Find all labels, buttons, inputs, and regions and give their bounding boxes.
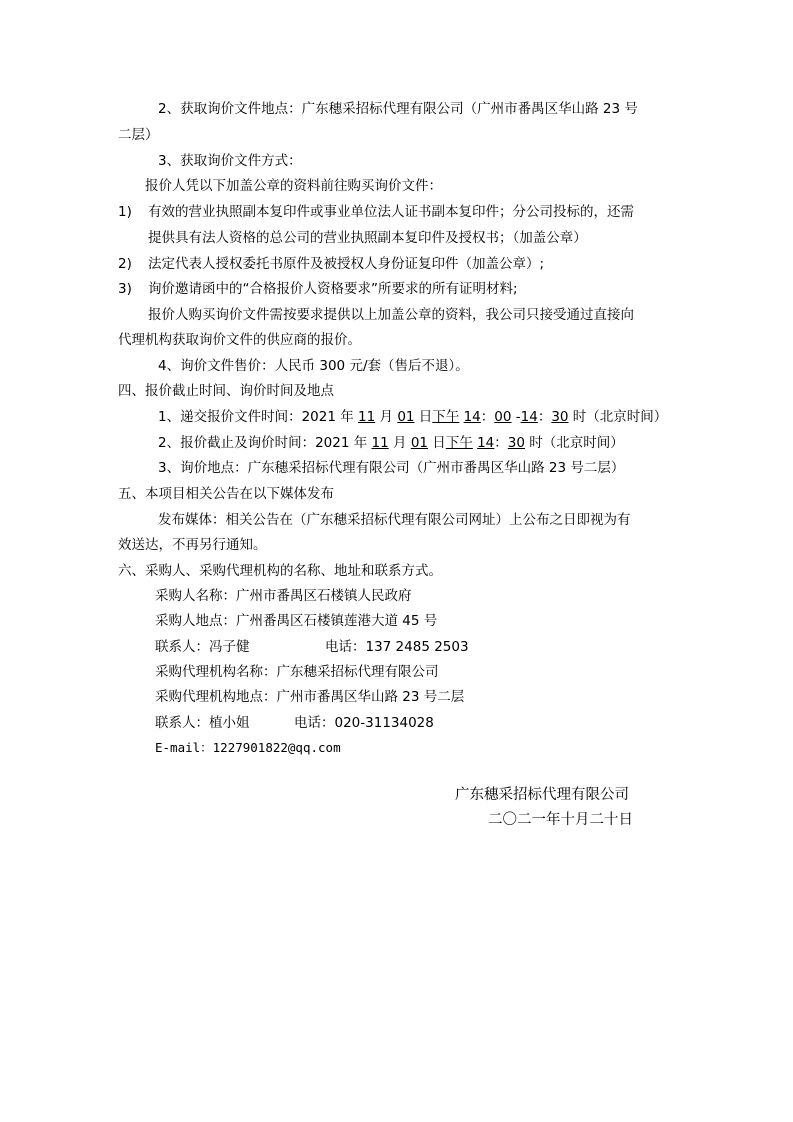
submission-time-text: -	[511, 409, 521, 425]
signature-company: 广东穗采招标代理有限公司	[455, 787, 629, 803]
buyer-name: 采购人名称：广州市番禺区石楼镇人民政府	[155, 588, 412, 604]
submission-time-text: 时（北京时间）	[568, 409, 668, 425]
submission-time-text: ：	[537, 409, 552, 425]
submission-time-text: 日	[414, 409, 433, 425]
deadline-time	[158, 434, 624, 452]
deadline-month: 11	[371, 435, 389, 451]
media-paragraph-cont: 效送达，不再另行通知。	[118, 537, 267, 553]
section-heading: 六、采购人、采购代理机构的名称、地址和联系方式。	[118, 563, 442, 579]
submission-month: 11	[358, 409, 376, 425]
agent-email: E-mail：1227901822@qq.com	[155, 740, 341, 755]
buyer-contact: 联系人：冯子健	[155, 639, 250, 655]
submission-time-text: 1、递交报价文件时间：2021 年	[158, 409, 359, 425]
section-heading: 四、报价截止时间、询价时间及地点	[118, 383, 334, 399]
note-paragraph: 报价人购买询价文件需按要求提供以上加盖公章的资料，我公司只接受通过直接向	[148, 307, 634, 323]
list-item-number: 1)	[118, 204, 132, 220]
deadline-time-text: 2、报价截止及询价时间：2021 年	[158, 435, 372, 451]
list-item-text: 法定代表人授权委托书原件及被授权人身份证复印件（加盖公章）;	[148, 256, 545, 272]
agent-name: 采购代理机构名称：广东穗采招标代理有限公司	[155, 664, 439, 680]
deadline-time-text: ：	[494, 435, 508, 451]
deadline-day: 01	[410, 435, 428, 451]
section-item-location-cont: 二层）	[118, 127, 159, 143]
section-item-method-title: 3、获取询价文件方式：	[158, 153, 302, 169]
section-item-method-intro: 报价人凭以下加盖公章的资料前往购买询价文件：	[145, 178, 442, 194]
section-heading: 五、本项目相关公告在以下媒体发布	[118, 486, 334, 502]
list-item-text-cont: 提供具有法人资格的总公司的营业执照副本复印件及授权书；（加盖公章）	[148, 230, 587, 246]
submission-end-hour: 14	[520, 409, 538, 425]
submission-time	[158, 408, 667, 426]
section-item-price: 4、询价文件售价：人民币 300 元/套（售后不退）。	[158, 358, 469, 374]
buyer-address: 采购人地点：广州番禺区石楼镇莲港大道 45 号	[155, 613, 438, 629]
deadline-pm: 下午	[445, 435, 473, 451]
deadline-hour: 14	[477, 435, 495, 451]
list-item-text: 询价邀请函中的“合格报价人资格要求”所要求的所有证明材料;	[148, 281, 518, 297]
inquiry-location: 3、询价地点：广东穗采招标代理有限公司（广州市番禺区华山路 23 号二层）	[158, 460, 625, 476]
section-item-location: 2、获取询价文件地点：广东穗采招标代理有限公司（广州市番禺区华山路 23 号	[158, 101, 638, 117]
deadline-time-text: 日	[428, 435, 446, 451]
media-paragraph: 发布媒体：相关公告在（广东穗采招标代理有限公司网址）上公布之日即视为有	[158, 512, 631, 528]
note-paragraph-cont: 代理机构获取询价文件的供应商的报价。	[118, 332, 361, 348]
submission-time-text: ：	[480, 409, 495, 425]
submission-start-hour: 14	[463, 409, 481, 425]
signature-date: 二〇二一年十月二十日	[488, 812, 633, 828]
agent-address: 采购代理机构地点：广州市番禺区华山路 23 号二层	[155, 689, 465, 705]
submission-start-minute: 00	[494, 409, 512, 425]
list-item-text: 有效的营业执照副本复印件或事业单位法人证书副本复印件；分公司投标的，还需	[148, 204, 634, 220]
submission-pm: 下午	[432, 409, 460, 425]
submission-day: 01	[397, 409, 415, 425]
deadline-time-text: 月	[388, 435, 411, 451]
submission-end-minute: 30	[551, 409, 569, 425]
agent-contact: 联系人：植小姐	[155, 715, 250, 731]
list-item-number: 2)	[118, 256, 132, 272]
buyer-phone: 电话：137 2485 2503	[325, 639, 469, 655]
submission-time-text: 月	[375, 409, 398, 425]
agent-phone: 电话：020-31134028	[294, 715, 434, 731]
deadline-time-text: 时（北京时间）	[524, 435, 624, 451]
deadline-minute: 30	[507, 435, 525, 451]
list-item-number: 3)	[118, 281, 132, 297]
